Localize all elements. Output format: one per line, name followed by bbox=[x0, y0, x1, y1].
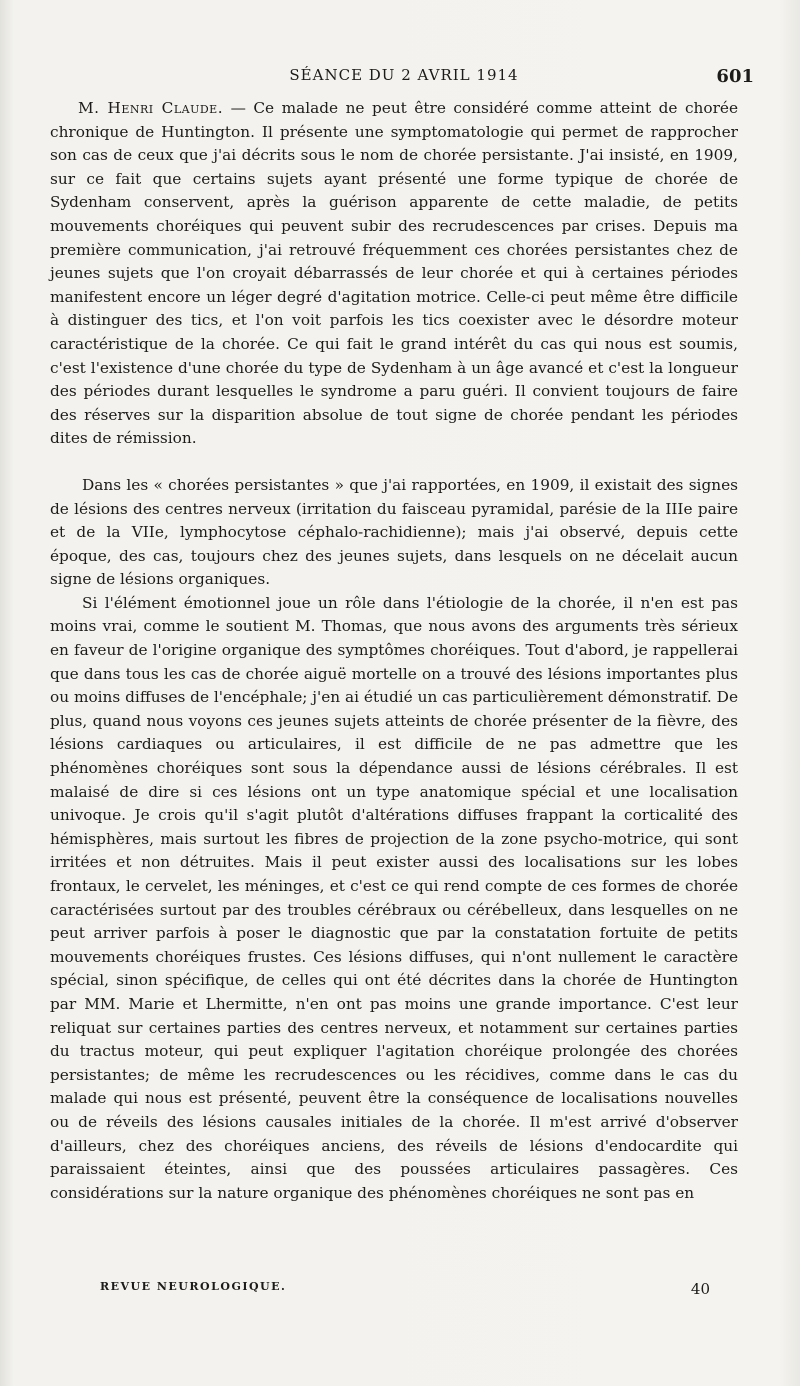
paragraph-1 bbox=[50, 97, 738, 451]
paragraph-2: Dans les « chorées persistantes » que j'ai rapportées, en 1909, il existait des signes de lésions des centres nerveux (irritation du faisceau pyramidal, parésie de la IIIe paire et de la VIIe, lymphocytose céphalo-rachidienne); mais j'ai observé, depuis cette époque, des cas, toujours chez des jeunes sujets, dans lesquels on ne décelait aucun signe de lésions organiques. bbox=[50, 475, 738, 589]
signature-mark: 40 bbox=[690, 1280, 710, 1298]
journal-name: REVUE NEUROLOGIQUE. bbox=[100, 1280, 287, 1293]
speaker-name: M. Henri Claude. bbox=[78, 99, 224, 117]
paragraph-3: Si l'élément émotionnel joue un rôle dans l'étiologie de la chorée, il n'en est pas moins vrai, comme le soutient M. Thomas, que nous avons des arguments très sérieux en faveur de l'origine organique des symptômes choréiques. Tout d'abord, je rappellerai que dans tous les cas de chorée aiguë mortelle on a trouvé des lésions importantes plus ou moins diffuses de l'encéphale; j'en ai étudié un cas particulièrement démonstratif. De plus, quand nous voyons ces jeunes sujets atteints de chorée présenter de la fièvre, des lésions cardiaques ou articulaires, il est difficile de ne pas admettre que les phénomènes choréiques sont sous la dépendance aussi de lésions cérébrales. Il est malaisé de dire si ces lésions ont un type anatomique spécial et une localisation univoque. Je crois qu'il s'agit plutôt d'altérations diffuses frappant la corticalité des hémisphères, mais surtout les fibres de projection de la zone psycho-motrice, qui sont irritées et non détruites. Mais il peut exister aussi des localisations sur les lobes frontaux, le cervelet, les méninges, et c'est ce qui rend compte de ces formes de chorée caractérisées surtout par des troubles cérébraux ou cérébelleux, dans lesquelles on ne peut arriver parfois à poser le diagnostic que par la constatation fortuite de petits mouvements choréiques frustes. Ces lésions diffuses, qui n'ont nullement le caractère spécial, sinon spécifique, de celles qui ont été décrites dans la chorée de Huntington par MM. Marie et Lhermitte, n'en ont pas moins une grande importance. C'est leur reliquat sur certaines parties des centres nerveux, et notamment sur certaines parties du tractus moteur, qui peut expliquer l'agitation choréique prolongée des chorées persistantes; de même les recrudescences ou les récidives, comme dans le cas du malade qui nous est présenté, peuvent être la conséquence de localisations nouvelles ou de réveils des lésions causales initiales de la chorée. Il m'est arrivé d'observer d'ailleurs, chez des choréiques anciens, des réveils de lésions d'endocardite qui paraissaient éteintes, ainsi que des poussées articulaires passagères. Ces considérations sur la nature organique des phénomènes choréiques ne sont pas en bbox=[50, 593, 738, 1202]
paragraph-1-text: — Ce malade ne peut être considéré comme atteint de chorée chronique de Huntington. Il présente une symptomatologie qui permet de rapprocher son cas de ceux que j'ai décrits sous le nom de chorée persistante. J'ai insisté, en 1909, sur ce fait que certains sujets ayant présenté une forme typique de chorée de Sydenham conservent, après la guérison apparente de cette maladie, de petits mouvements choréiques qui peuvent subir des recrudescences par crises. Depuis ma première communication, j'ai retrouvé fréquemment ces chorées persistantes chez de jeunes sujets que l'on croyait débarrassés de leur chorée et qui à certaines périodes manifestent encore un léger degré d'agitation motrice. Celle-ci peut même être difficile à distinguer des tics, et l'on voit parfois les tics coexister avec le désordre moteur caractéristique de la chorée. Ce qui fait le grand intérêt du cas qui nous est soumis, c'est l'existence d'une chorée du type de Sydenham à un âge avancé et c'est la longueur des périodes durant lesquelles le syndrome a paru guéri. Il convient toujours de faire des réserves sur la disparition absolue de tout signe de chorée pendant les périodes dites de rémission. bbox=[50, 99, 738, 448]
article-body bbox=[50, 97, 738, 1205]
page-number: 601 bbox=[716, 66, 754, 87]
running-head bbox=[48, 66, 760, 88]
page-footer bbox=[100, 1280, 710, 1300]
running-title: SÉANCE DU 2 AVRIL 1914 bbox=[289, 66, 519, 84]
